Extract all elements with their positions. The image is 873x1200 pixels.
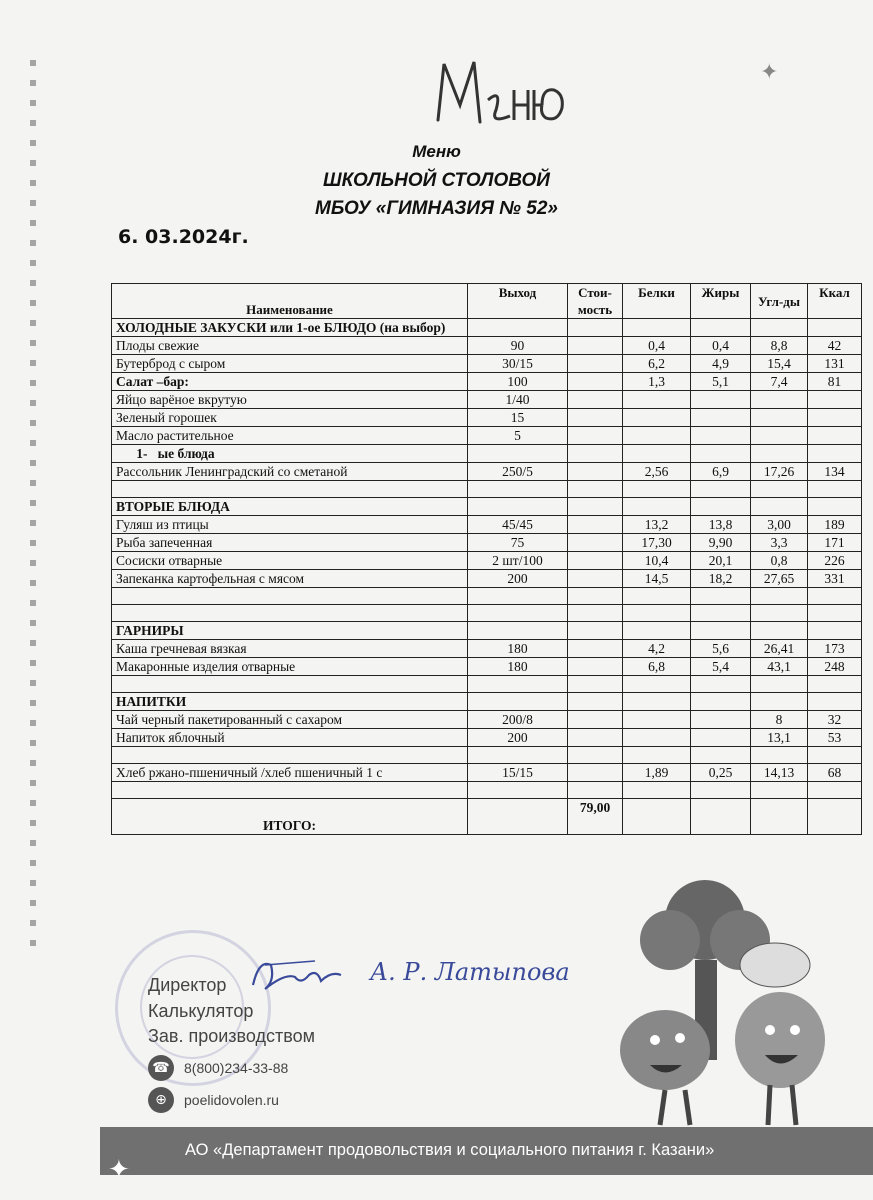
dish-carbs: 13,1 [751,729,808,747]
dish-kcal [808,445,862,463]
dish-output: 100 [468,373,568,391]
dish-kcal [808,782,862,799]
dish-name: Масло растительное [112,427,468,445]
dish-name: Напиток яблочный [112,729,468,747]
dish-name: Каша гречневая вязкая [112,640,468,658]
dish-fat [691,747,751,764]
dish-name: Плоды свежие [112,337,468,355]
dish-carbs: 15,4 [751,355,808,373]
dish-kcal [808,498,862,516]
section-row [112,373,862,391]
dish-output: 15/15 [468,764,568,782]
col-carbs-header: Угл-ды [751,284,808,319]
dish-name: Макаронные изделия отварные [112,658,468,676]
section-row [112,498,862,516]
menu-heading: Меню [412,142,461,161]
globe-icon: ⊕ [148,1087,174,1113]
table-row [112,658,862,676]
dish-cost [568,516,623,534]
dish-fat [691,693,751,711]
dish-fat: 6,9 [691,463,751,481]
dish-protein [623,498,691,516]
dish-carbs [751,409,808,427]
spacer-row [112,782,862,799]
dish-cost [568,427,623,445]
dish-fat [691,319,751,337]
website-link[interactable]: poelidovolen.ru [184,1092,279,1108]
dish-output: 5 [468,427,568,445]
dish-output [468,605,568,622]
table-row [112,355,862,373]
dish-kcal: 81 [808,373,862,391]
dish-carbs [751,445,808,463]
dish-kcal: 248 [808,658,862,676]
dish-protein [623,693,691,711]
spacer-row [112,747,862,764]
dish-name [112,481,468,498]
dish-output [468,676,568,693]
dish-output: 250/5 [468,463,568,481]
table-row [112,409,862,427]
dish-cost [568,676,623,693]
dish-cost [568,711,623,729]
section-row [112,319,862,337]
dish-protein: 4,2 [623,640,691,658]
dish-name [112,782,468,799]
dish-output: 2 шт/100 [468,552,568,570]
dish-name: Салат –бар: [112,373,468,391]
dish-protein [623,676,691,693]
dish-kcal [808,481,862,498]
dish-carbs: 17,26 [751,463,808,481]
dish-protein: 13,2 [623,516,691,534]
dish-name [112,588,468,605]
col-output-header: Выход [468,284,568,319]
dish-carbs [751,319,808,337]
dish-name: Гуляш из птицы [112,516,468,534]
dish-name: Зеленый горошек [112,409,468,427]
dish-protein [623,409,691,427]
dish-cost [568,319,623,337]
dish-protein [623,622,691,640]
phone-row [148,1055,288,1081]
dish-fat: 5,1 [691,373,751,391]
dish-protein: 10,4 [623,552,691,570]
table-row [112,391,862,409]
table-row [112,570,862,588]
dish-fat [691,391,751,409]
dish-kcal: 189 [808,516,862,534]
dish-protein: 14,5 [623,570,691,588]
dish-fat: 20,1 [691,552,751,570]
dish-cost [568,764,623,782]
dish-cost [568,373,623,391]
dish-fat: 13,8 [691,516,751,534]
dish-carbs: 3,00 [751,516,808,534]
spacer-row [112,481,862,498]
dish-cost [568,640,623,658]
dish-output: 1/40 [468,391,568,409]
canteen-heading: ШКОЛЬНОЙ СТОЛОВОЙ [323,170,550,191]
table-row [112,516,862,534]
dish-fat: 5,4 [691,658,751,676]
dish-carbs [751,782,808,799]
signature-name: А. Р. Латыпова [370,958,570,986]
dish-name: Запеканка картофельная с мясом [112,570,468,588]
dish-protein [623,481,691,498]
total-row [112,799,862,835]
dish-fat: 5,6 [691,640,751,658]
dish-cost [568,729,623,747]
dish-protein [623,729,691,747]
dish-cost [568,605,623,622]
dish-fat [691,498,751,516]
table-row [112,552,862,570]
table-row [112,463,862,481]
dish-cost [568,337,623,355]
dish-kcal [808,747,862,764]
production-label: Зав. производством [148,1026,315,1046]
table-cell [691,799,751,835]
dish-cost [568,409,623,427]
sparkle-icon: ✦ [760,60,779,85]
dish-fat [691,711,751,729]
dish-kcal [808,409,862,427]
menu-date: 6. 03.2024г. [118,226,249,248]
dish-protein [623,319,691,337]
dish-name [112,676,468,693]
dish-fat: 0,25 [691,764,751,782]
dish-kcal: 42 [808,337,862,355]
dish-output [468,445,568,463]
spacer-row [112,676,862,693]
dish-carbs: 43,1 [751,658,808,676]
dish-protein: 1,3 [623,373,691,391]
dish-output [468,588,568,605]
dish-carbs [751,622,808,640]
dish-carbs [751,588,808,605]
dish-fat: 18,2 [691,570,751,588]
dish-protein: 1,89 [623,764,691,782]
dish-name [112,605,468,622]
dish-output: 180 [468,640,568,658]
dish-protein [623,711,691,729]
dish-output: 75 [468,534,568,552]
dish-kcal [808,693,862,711]
dish-protein: 17,30 [623,534,691,552]
dish-fat [691,622,751,640]
dish-protein: 2,56 [623,463,691,481]
dish-name: ГАРНИРЫ [112,622,468,640]
dish-fat [691,782,751,799]
dish-kcal: 171 [808,534,862,552]
col-name-header: Наименование [112,284,468,319]
dish-fat [691,605,751,622]
dish-carbs [751,498,808,516]
dish-kcal: 131 [808,355,862,373]
table-row [112,534,862,552]
dish-kcal [808,391,862,409]
dish-output: 15 [468,409,568,427]
dish-cost [568,588,623,605]
menu-table [111,283,862,835]
dish-name: Сосиски отварные [112,552,468,570]
dish-kcal: 173 [808,640,862,658]
dish-name: Рыба запеченная [112,534,468,552]
dish-kcal [808,427,862,445]
dish-output [468,693,568,711]
dish-cost [568,693,623,711]
dish-output [468,498,568,516]
dish-output: 30/15 [468,355,568,373]
table-row [112,337,862,355]
dish-carbs [751,391,808,409]
dish-carbs [751,481,808,498]
sparkle-icon: ✦ [108,1155,130,1185]
dish-name: НАПИТКИ [112,693,468,711]
dish-fat [691,676,751,693]
website-row [148,1087,279,1113]
dish-fat [691,427,751,445]
calculator-label: Калькулятор [148,1001,254,1021]
dish-kcal: 32 [808,711,862,729]
director-signature [245,955,345,1000]
handwritten-menu-title [430,50,570,140]
school-heading: МБОУ «ГИМНАЗИЯ № 52» [315,198,558,219]
dish-name: ВТОРЫЕ БЛЮДА [112,498,468,516]
dish-kcal [808,588,862,605]
total-label: ИТОГО: [112,799,468,835]
dish-output [468,747,568,764]
dish-carbs: 8 [751,711,808,729]
dish-fat [691,481,751,498]
dish-kcal [808,622,862,640]
dish-name: 1- ые блюда [112,445,468,463]
col-protein-header: Белки [623,284,691,319]
dish-protein [623,588,691,605]
dish-cost [568,782,623,799]
dish-output [468,782,568,799]
spacer-row [112,588,862,605]
dish-cost [568,481,623,498]
dish-cost [568,570,623,588]
dish-carbs [751,693,808,711]
dish-cost [568,498,623,516]
dish-output: 45/45 [468,516,568,534]
table-row [112,427,862,445]
dish-output [468,622,568,640]
total-cost: 79,00 [568,799,623,835]
dish-carbs: 26,41 [751,640,808,658]
cartoon-vegetables-illustration [610,880,850,1140]
dish-name: Яйцо варёное вкрутую [112,391,468,409]
dish-carbs: 27,65 [751,570,808,588]
dish-cost [568,463,623,481]
table-header-row [112,284,862,319]
organization-name: АО «Департамент продовольствия и социального питания г. Казани» [185,1141,715,1159]
dish-cost [568,445,623,463]
dish-output [468,481,568,498]
dish-fat: 9,90 [691,534,751,552]
dish-cost [568,552,623,570]
spacer-row [112,605,862,622]
col-fat-header: Жиры [691,284,751,319]
section-row [112,622,862,640]
table-cell [623,799,691,835]
dish-protein [623,445,691,463]
dish-output: 200 [468,570,568,588]
dish-fat [691,445,751,463]
table-row [112,729,862,747]
dish-protein: 6,8 [623,658,691,676]
dish-kcal: 331 [808,570,862,588]
dish-kcal: 226 [808,552,862,570]
dish-carbs [751,605,808,622]
table-row [112,711,862,729]
dish-output: 200 [468,729,568,747]
dish-kcal [808,605,862,622]
table-cell [468,799,568,835]
dish-name: Хлеб ржано-пшеничный /хлеб пшеничный 1 с [112,764,468,782]
dish-protein [623,605,691,622]
dish-cost [568,658,623,676]
dish-protein [623,427,691,445]
dish-carbs [751,676,808,693]
section-row [112,445,862,463]
dish-output: 180 [468,658,568,676]
dish-carbs: 0,8 [751,552,808,570]
dish-protein [623,747,691,764]
table-cell [808,799,862,835]
dish-name: Чай черный пакетированный с сахаром [112,711,468,729]
dish-name: ХОЛОДНЫЕ ЗАКУСКИ или 1-ое БЛЮДО (на выбор) [112,319,468,337]
dish-name [112,747,468,764]
dish-carbs: 7,4 [751,373,808,391]
dish-fat [691,588,751,605]
dish-protein: 0,4 [623,337,691,355]
table-row [112,764,862,782]
dish-cost [568,747,623,764]
dish-carbs: 8,8 [751,337,808,355]
dish-fat [691,729,751,747]
dish-fat: 4,9 [691,355,751,373]
dish-fat: 0,4 [691,337,751,355]
col-cost-header: Стои-мость [568,284,623,319]
scan-edge-artifact [30,60,36,960]
dish-carbs: 14,13 [751,764,808,782]
dish-carbs [751,747,808,764]
dish-protein: 6,2 [623,355,691,373]
dish-output: 200/8 [468,711,568,729]
dish-name: Бутерброд с сыром [112,355,468,373]
dish-output [468,319,568,337]
phone-number: 8(800)234-33-88 [184,1060,289,1076]
dish-output: 90 [468,337,568,355]
dish-cost [568,391,623,409]
dish-kcal [808,319,862,337]
dish-kcal: 134 [808,463,862,481]
dish-fat [691,409,751,427]
col-kcal-header: Ккал [808,284,862,319]
dish-cost [568,622,623,640]
dish-cost [568,534,623,552]
dish-protein [623,782,691,799]
dish-carbs: 3,3 [751,534,808,552]
phone-icon: ☎ [148,1055,174,1081]
dish-carbs [751,427,808,445]
dish-kcal: 53 [808,729,862,747]
director-label: Директор [148,975,227,995]
table-cell [751,799,808,835]
table-row [112,640,862,658]
dish-kcal: 68 [808,764,862,782]
dish-kcal [808,676,862,693]
dish-cost [568,355,623,373]
dish-protein [623,391,691,409]
section-row [112,693,862,711]
dish-name: Рассольник Ленинградский со сметаной [112,463,468,481]
